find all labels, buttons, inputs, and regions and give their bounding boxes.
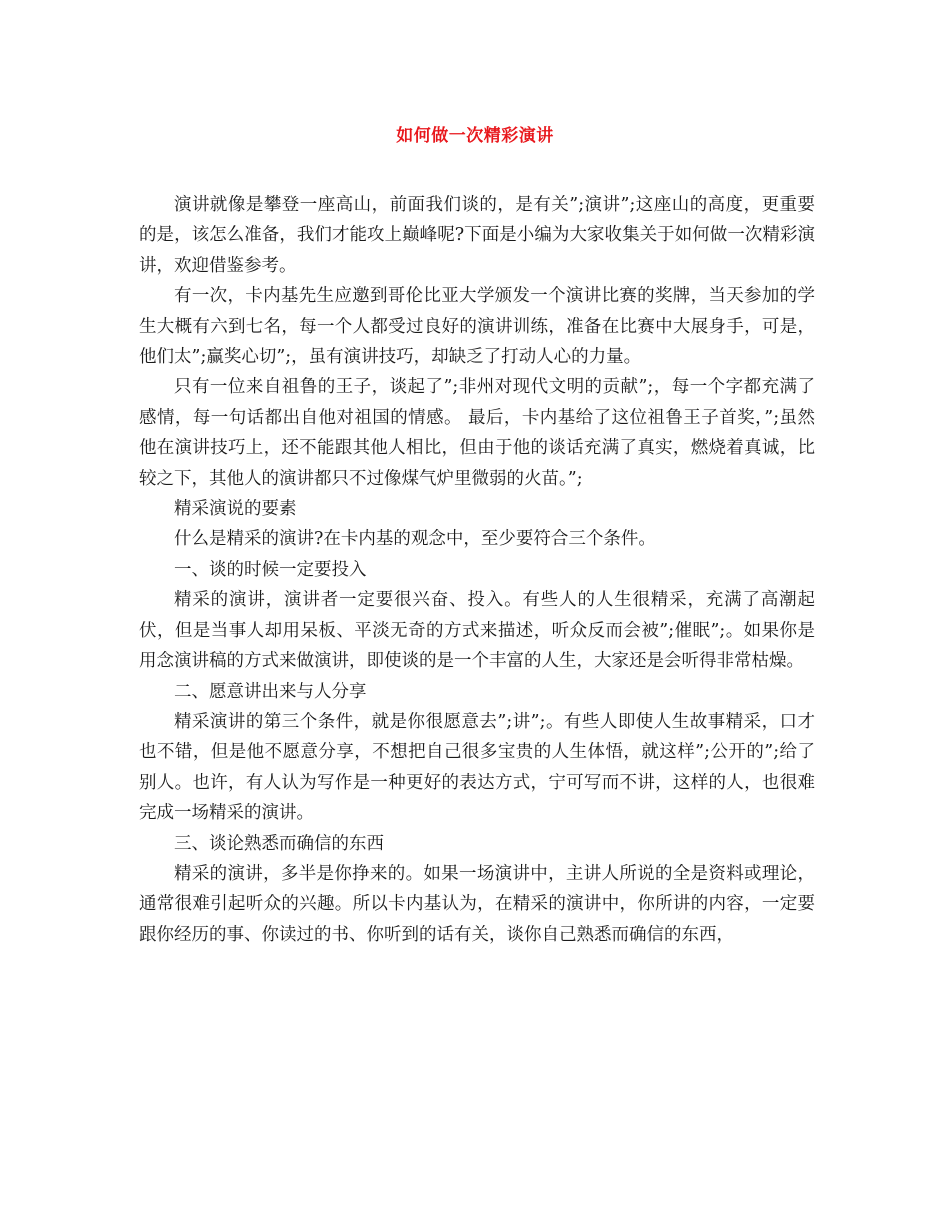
section-heading-3: 三、谈论熟悉而确信的东西 <box>174 833 384 854</box>
paragraph-zulu-prince: 只有一位来自祖鲁的王子，谈起了”;非州对现代文明的贡献”;，每一个字都充满了感情，每一句话都出自他对祖国的情感。 最后，卡内基给了这位祖鲁王子首奖，”;虽然他在演讲技巧上，还不能跟其他人相比，但由于他的谈话充满了真实，燃烧着真诚，比较之下，其他人的演讲都只不过像煤气炉里微弱的火苗。”; <box>139 377 815 489</box>
paragraph-intro: 演讲就像是攀登一座高山，前面我们谈的，是有关”;演讲”;这座山的高度，更重要的是，该怎么准备，我们才能攻上巅峰呢?下面是小编为大家收集关于如何做一次精彩演讲，欢迎借鉴参考。 <box>139 195 815 276</box>
paragraph-section-2: 精采演讲的第三个条件，就是你很愿意去”;讲”;。有些人即使人生故事精采，口才也不错，但是他不愿意分享，不想把自己很多宝贵的人生体悟，就这样”;公开的”;给了别人。也许，有人认为写作是一种更好的表达方式，宁可写而不讲，这样的人，也很难完成一场精采的演讲。 <box>139 711 815 824</box>
document-title: 如何做一次精彩演讲 <box>396 126 554 146</box>
document-body <box>139 190 815 950</box>
paragraph-section-1: 精采的演讲，演讲者一定要很兴奋、投入。有些人的人生很精采，充满了高潮起伏，但是当事人却用呆板、平淡无奇的方式来描述，听众反而会被”;催眠”;。如果你是用念演讲稿的方式来做演讲，即使谈的是一个丰富的人生，大家还是会听得非常枯燥。 <box>139 590 815 672</box>
paragraph-section-3: 精采的演讲，多半是你挣来的。如果一场演讲中，主讲人所说的全是资料或理论，通常很难引起听众的兴趣。所以卡内基认为，在精采的演讲中，你所讲的内容，一定要跟你经历的事、你读过的书、你听到的话有关，谈你自己熟悉而确信的东西， <box>139 863 815 945</box>
section-heading-1: 一、谈的时候一定要投入 <box>174 559 367 580</box>
paragraph-story: 有一次，卡内基先生应邀到哥伦比亚大学颁发一个演讲比赛的奖牌，当天参加的学生大概有六到七名，每一个人都受过良好的演讲训练，准备在比赛中大展身手，可是，他们太”;赢奖心切”;，虽有演讲技巧，却缺乏了打动人心的力量。 <box>139 286 815 368</box>
paragraph-conditions: 什么是精采的演讲?在卡内基的观念中，至少要符合三个条件。 <box>174 529 656 550</box>
section-heading-elements: 精采演说的要素 <box>174 499 297 520</box>
section-heading-2: 二、愿意讲出来与人分享 <box>174 681 367 702</box>
